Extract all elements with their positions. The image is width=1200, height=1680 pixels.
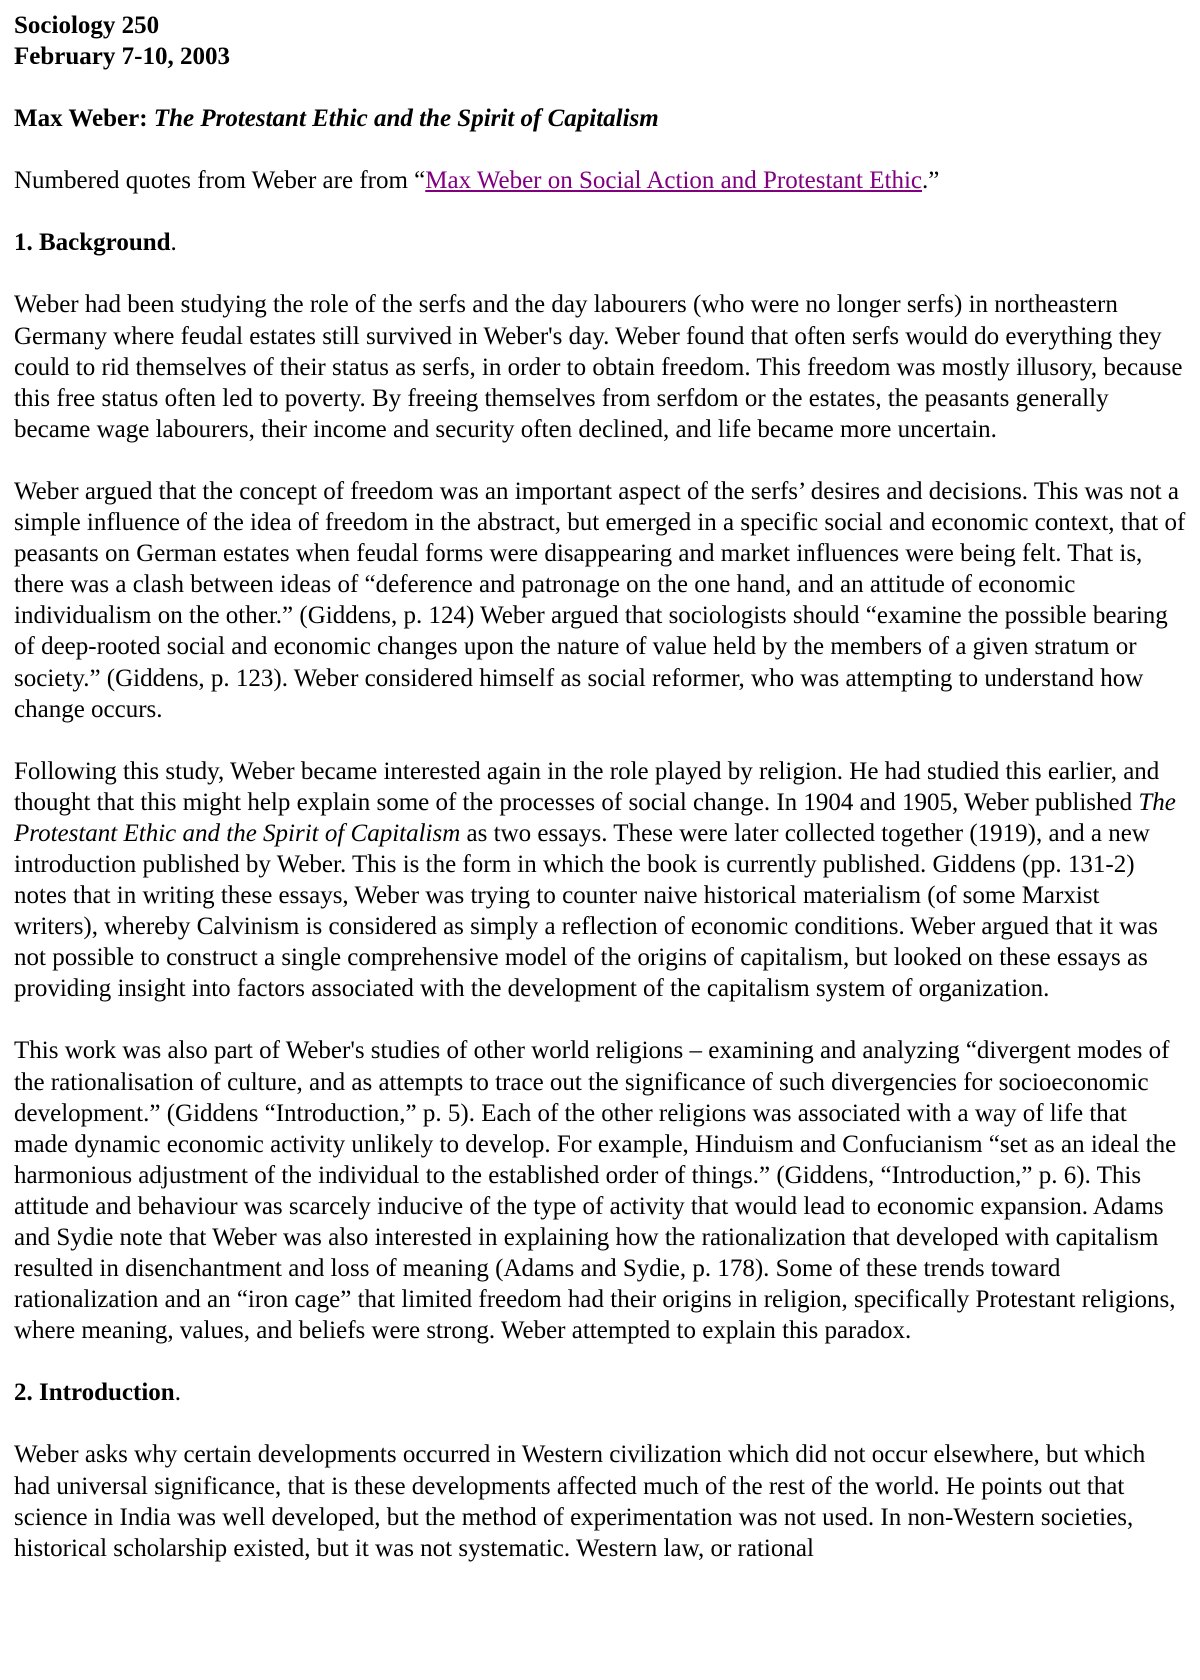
section-heading-text: 2. Introduction xyxy=(14,1379,175,1407)
paragraph xyxy=(14,756,1186,1005)
paragraph: This work was also part of Weber's studies of other world religions – examining and analyzing “divergent modes of the rationalisation of culture, and as attempts to trace out the significance of such divergencies for socioeconomic development.” (Giddens “Introduction,” p. 5). Each of the other religions was associated with a way of life that made dynamic economic activity unlikely to develop. For example, Hinduism and Confucianism “set as an ideal the harmonious adjustment of the individual to the established order of things.” (Giddens, “Introduction,” p. 6). This attitude and behaviour was scarcely inducive of the type of activity that would lead to economic expansion. Adams and Sydie note that Weber was also interested in explaining how the rationalization that developed with capitalism resulted in disenchantment and loss of meaning (Adams and Sydie, p. 178). Some of these trends toward rationalization and an “iron cage” that limited freedom had their origins in religion, specifically Protestant religions, where meaning, values, and beliefs were strong. Weber attempted to explain this paradox. xyxy=(14,1037,1177,1345)
paragraph-text: as two essays. These were later collected together (1919), and a new introduction published by Weber. This is the form in which the book is currently published. Giddens (pp. 131-2) notes that in writing these essays, Weber was trying to counter naive historical materialism (of some Marxist writers), whereby Calvinism is considered as simply a reflection of economic conditions. Weber argued that it was not possible to construct a single comprehensive model of the origins of capitalism, but looked on these essays as providing insight into factors associated with the development of the capitalism system of organization. xyxy=(14,819,1158,1003)
source-link[interactable]: Max Weber on Social Action and Protestant Ethic xyxy=(425,167,922,195)
section-heading-text: 1. Background xyxy=(14,229,171,257)
paragraph: Weber asks why certain developments occurred in Western civilization which did not occur elsewhere, but which had universal significance, that is these developments affected much of the rest of the world. He points out that science in India was well developed, but the method of experimentation was not used. In non-Western societies, historical scholarship existed, but it was not systematic. Western law, or rational xyxy=(14,1441,1146,1562)
paragraph: Weber had been studying the role of the serfs and the day labourers (who were no longer serfs) in northeastern Germany where feudal estates still survived in Weber's day. Weber found that often serfs would do everything they could to rid themselves of their status as serfs, in order to obtain freedom. This freedom was mostly illusory, because this free status often led to poverty. By freeing themselves from serfdom or the estates, the peasants generally became wage labourers, their income and security often declined, and life became more uncertain. xyxy=(14,291,1183,443)
section-heading-suffix: . xyxy=(174,1379,181,1407)
paragraph: Weber argued that the concept of freedom was an important aspect of the serfs’ desires and decisions. This was not a simple influence of the idea of freedom in the abstract, but emerged in a specific social and economic context, that of peasants on German estates when feudal forms were disappearing and market influences were being felt. That is, there was a clash between ideas of “deference and patronage on the one hand, and an attitude of economic individualism on the other.” (Giddens, p. 124) Weber argued that sociologists should “examine the possible bearing of deep-rooted social and economic changes upon the nature of value held by the members of a given stratum or society.” (Giddens, p. 123). Weber considered himself as social reformer, who was attempting to understand how change occurs. xyxy=(14,477,1186,723)
title-work: The Protestant Ethic and the Spirit of Capitalism xyxy=(153,105,659,133)
lecture-date: February 7-10, 2003 xyxy=(14,43,230,71)
source-note-before: Numbered quotes from Weber are from “ xyxy=(14,167,426,195)
section-heading-introduction xyxy=(14,1377,1186,1408)
paragraph-text: Following this study, Weber became interested again in the role played by religion. He had studied this earlier, and thought that this might help explain some of the processes of social change. In 1904 and 1905, Weber published xyxy=(14,757,1160,816)
book-title: The Protestant Ethic and the Spirit of Capitalism xyxy=(14,788,1176,847)
title-author: Max Weber: xyxy=(14,105,154,133)
course-name: Sociology 250 xyxy=(14,12,160,39)
section-heading-suffix: . xyxy=(170,229,177,257)
document-title xyxy=(14,103,1186,134)
source-note xyxy=(14,165,1186,196)
section-heading-background xyxy=(14,227,1186,258)
source-note-after: .” xyxy=(922,167,940,195)
